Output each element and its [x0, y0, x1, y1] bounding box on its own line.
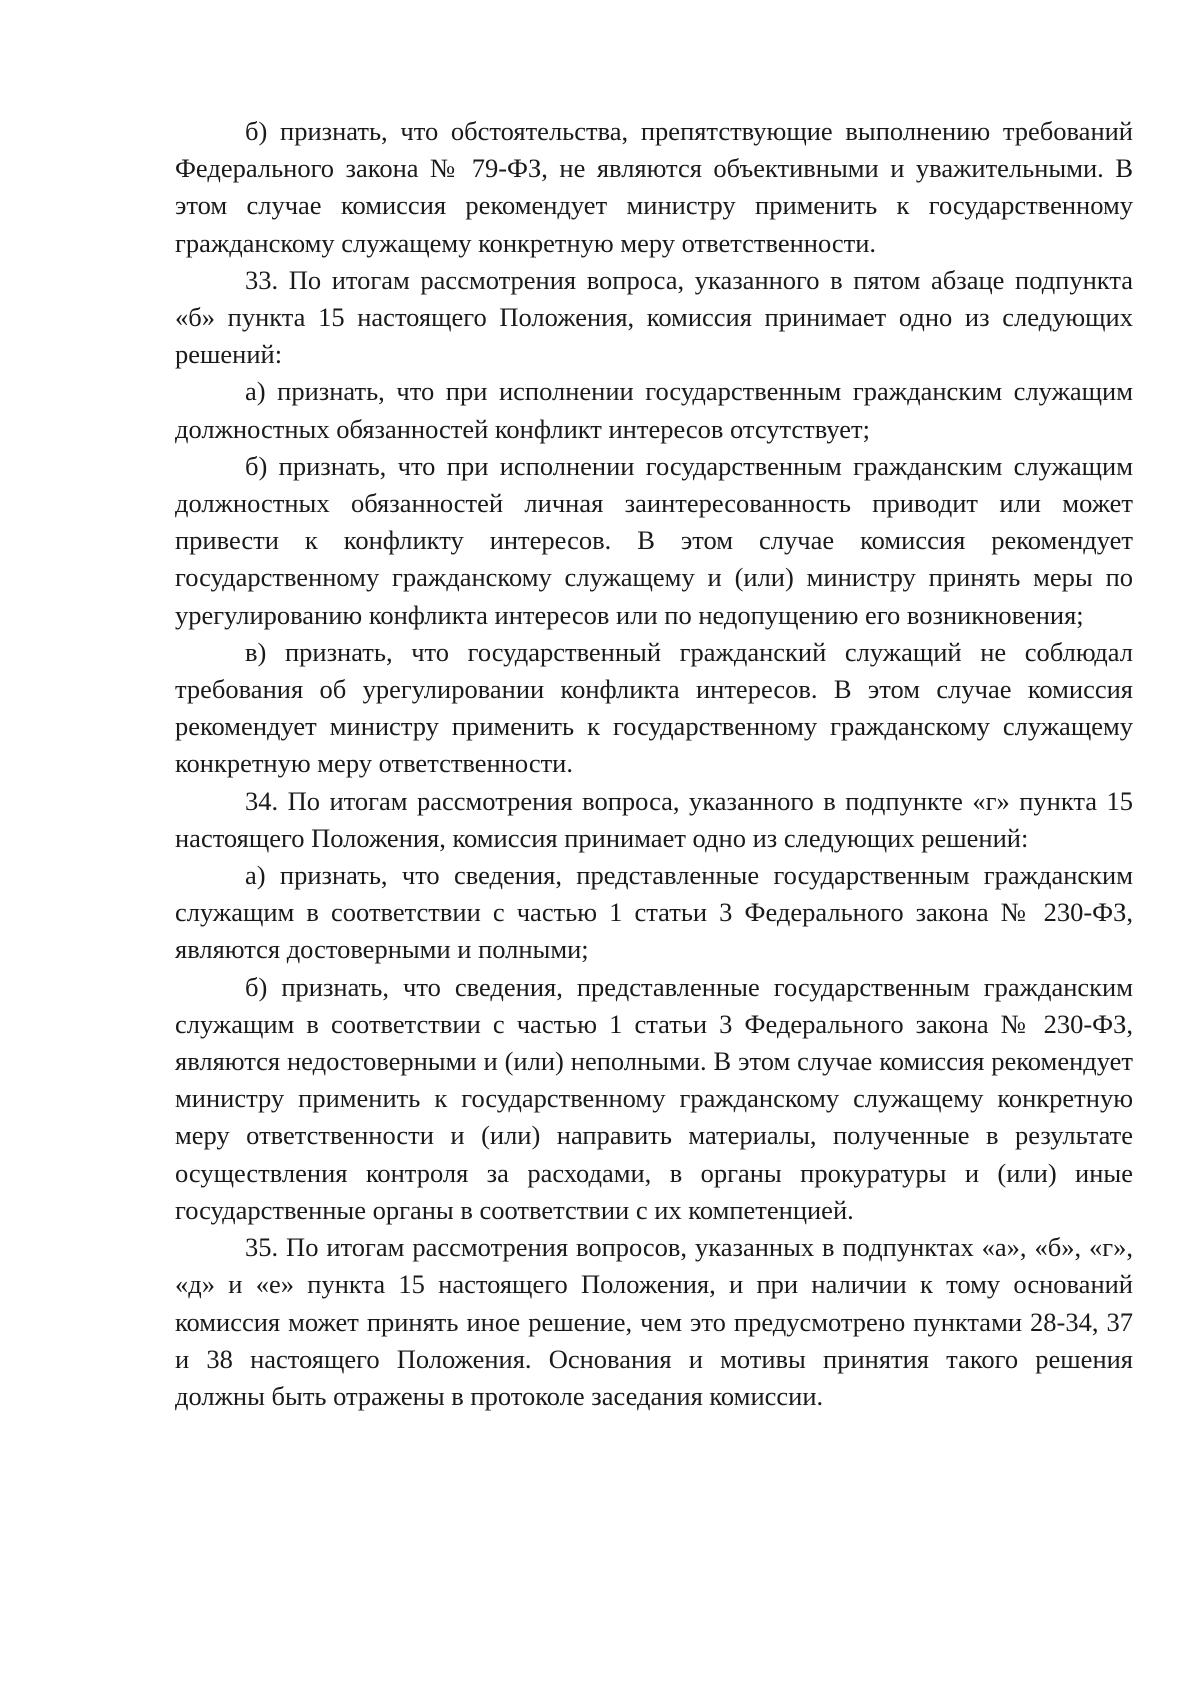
- paragraph-34a: а) признать, что сведения, представленные государственным гражданским служащим в соответствии с частью 1 статьи 3 Федерального закона № 230-ФЗ, являются достоверными и полными;: [175, 860, 1133, 965]
- document-body: [175, 113, 1133, 1415]
- paragraph-33a: а) признать, что при исполнении государственным гражданским служащим должностных обязанностей конфликт интересов отсутствует;: [175, 376, 1133, 444]
- paragraph-32b: б) признать, что обстоятельства, препятствующие выполнению требований Федерального закона № 79-ФЗ, не являются объективными и уважительными. В этом случае комиссия рекомендует министру применить к государственному гражданскому служащему конкретную меру ответственности.: [175, 116, 1133, 258]
- paragraph-35: 35. По итогам рассмотрения вопросов, указанных в подпунктах «а», «б», «г», «д» и «е» пункта 15 настоящего Положения, и при наличии к тому оснований комиссия может принять иное решение, чем это предусмотрено пунктами 28-34, 37 и 38 настоящего Положения. Основания и мотивы принятия такого решения должны быть отражены в протоколе заседания комиссии.: [175, 1232, 1133, 1411]
- paragraph-33: 33. По итогам рассмотрения вопроса, указанного в пятом абзаце подпункта «б» пункта 15 настоящего Положения, комиссия принимает одно из следующих решений:: [175, 264, 1133, 370]
- paragraph-33b: б) признать, что при исполнении государственным гражданским служащим должностных обязанностей личная заинтересованность приводит или может привести к конфликту интересов. В этом случае комиссия рекомендует государственному гражданскому служащему и (или) министру принять меры по урегулированию конфликта интересов или по недопущению его возникновения;: [175, 450, 1133, 630]
- paragraph-34b: б) признать, что сведения, представленные государственным гражданским служащим в соответствии с частью 1 статьи 3 Федерального закона № 230-ФЗ, являются недостоверными и (или) неполными. В этом случае комиссия рекомендует министру применить к государственному гражданскому служащему конкретную меру ответственности и (или) направить материалы, полученные в результате осуществления контроля за расходами, в органы прокуратуры и (или) иные государственные органы в соответствии с их компетенцией.: [175, 971, 1133, 1225]
- paragraph-34: 34. По итогам рассмотрения вопроса, указанного в подпункте «г» пункта 15 настоящего Положения, комиссия принимает одно из следующих решений:: [175, 785, 1133, 853]
- paragraph-33v: в) признать, что государственный гражданский служащий не соблюдал требования об урегулировании конфликта интересов. В этом случае комиссия рекомендует министру применить к государственному гражданскому служащему конкретную меру ответственности.: [175, 636, 1133, 779]
